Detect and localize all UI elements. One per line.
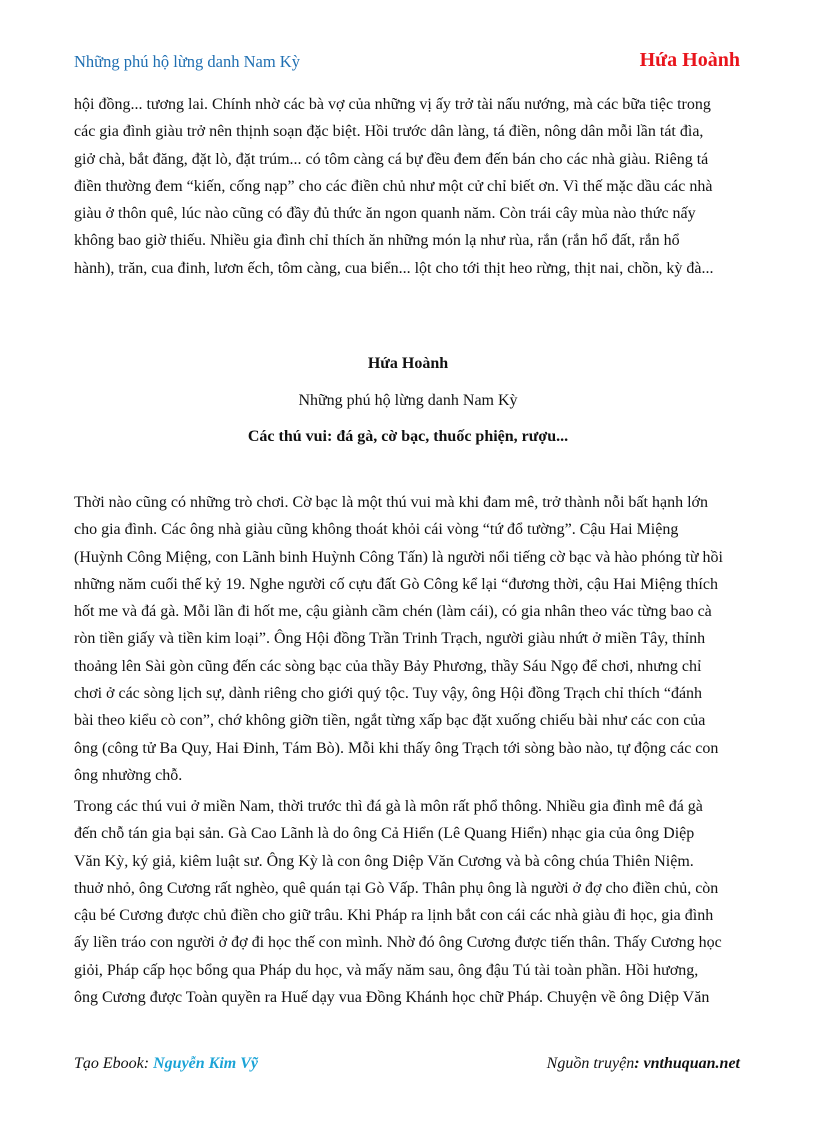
paragraph-food: hội đồng... tương lai. Chính nhờ các bà vợ của những vị ấy trở tài nấu nướng, mà các bữa tiệc trong các gia đình giàu trở nên thịnh soạn đặc biệt. Hồi trước dân làng, tá điền, nông dân mỗi lần tát đìa, giở chà, bắt đăng, đặt lò, đặt trúm... có tôm càng cá bự đều đem đến bán cho các nhà giàu. Riêng tá điền thường đem “kiến, cống nạp” cho các điền chủ như một cử chỉ biết ơn. Vì thế mặc dầu các nhà giàu ở thôn quê, lúc nào cũng có đầy đủ thức ăn ngon quanh năm. Còn trái cây mùa nào thức nấy không bao giờ thiếu. Nhiều gia đình chỉ thích ăn những món lạ như rùa, rắn (rắn hổ đất, rắn hổ hành), trăn, cua đinh, lươn ếch, tôm càng, cua biển... lột cho tới thịt heo rừng, thịt nai, chồn, kỳ đà... (74, 96, 714, 277)
footer-source-separator: : (634, 1055, 644, 1072)
footer-creator-link[interactable]: Nguyễn Kim Vỹ (153, 1055, 258, 1072)
header-book-title: Những phú hộ lừng danh Nam Kỳ (74, 52, 300, 71)
header-author-name: Hứa Hoành (639, 49, 740, 71)
footer-ebook-credit (74, 1055, 258, 1073)
chapter-author: Hứa Hoành (367, 355, 449, 372)
chapter-title: Các thú vui: đá gà, cờ bạc, thuốc phiện, rượu... (247, 428, 569, 445)
footer-ebook-separator: : (143, 1055, 154, 1072)
footer-ebook-label: Tạo Ebook (74, 1055, 144, 1072)
footer-source-label: Nguồn truyện (546, 1055, 635, 1072)
footer-source-site[interactable]: vnthuquan.net (643, 1055, 740, 1072)
paragraph-gambling: Thời nào cũng có những trò chơi. Cờ bạc là một thú vui mà khi đam mê, trở thành nỗi bất hạnh lớn cho gia đình. Các ông nhà giàu cũng không thoát khỏi cái vòng “tứ đổ tường”. Cậu Hai Miệng (Huỳnh Công Miệng, con Lãnh binh Huỳnh Công Tấn) là người nổi tiếng cờ bạc và hào phóng từ hồi những năm cuối thế kỷ 19. Nghe người cố cựu đất Gò Công kể lại “đương thời, cậu Hai Miệng thích hốt me và đá gà. Mỗi lần đi hốt me, cậu giành cầm chén (làm cái), có gia nhân theo vác từng bao cà ròn tiền giấy và tiền kim loại”. Ông Hội đồng Trần Trinh Trạch, người giàu nhứt ở miền Tây, thỉnh thoảng lên Sài gòn cũng đến các sòng bạc của thầy Bảy Phương, thầy Sáu Ngọ để chơi, nhưng chỉ chơi ở các sòng lịch sự, dành riêng cho giới quý tộc. Tuy vậy, ông Hội đồng Trạch chỉ thích “đánh bài theo kiểu cò con”, chớ không giỡn tiền, ngắt từng xấp bạc đặt xuống chiếu bài như các con của ông (công tử Ba Quy, Hai Đinh, Tám Bò). Mỗi khi thấy ông Trạch tới sòng bào nào, tự động các con ông nhường chỗ. (74, 494, 723, 784)
paragraph-cockfighting: Trong các thú vui ở miền Nam, thời trước thì đá gà là môn rất phổ thông. Nhiều gia đình mê đá gà đến chỗ tán gia bại sản. Gà Cao Lãnh là do ông Cả Hiển (Lê Quang Hiển) nhạc gia của ông Diệp Văn Kỳ, ký giả, kiêm luật sư. Ông Kỳ là con ông Diệp Văn Cương và bà công chúa Thiên Niệm. thuở nhỏ, ông Cương rất nghèo, quê quán tại Gò Vấp. Thân phụ ông là người ở đợ cho điền chủ, còn cậu bé Cương được chủ điền cho giữ trâu. Khi Pháp ra lịnh bắt con cái các nhà giàu đi học, gia đình ấy liền tráo con người ở đợ đi học thế con mình. Nhờ đó ông Cương được tiến thân. Thấy Cương học giỏi, Pháp cấp học bổng qua Pháp du học, và mấy năm sau, ông đậu Tú tài toàn phần. Hồi hương, ông Cương được Toàn quyền ra Huế dạy vua Đồng Khánh học chữ Pháp. Chuyện về ông Diệp Văn (74, 798, 722, 1007)
chapter-book-title: Những phú hộ lừng danh Nam Kỳ (298, 392, 518, 409)
footer-source-credit (547, 1055, 740, 1073)
